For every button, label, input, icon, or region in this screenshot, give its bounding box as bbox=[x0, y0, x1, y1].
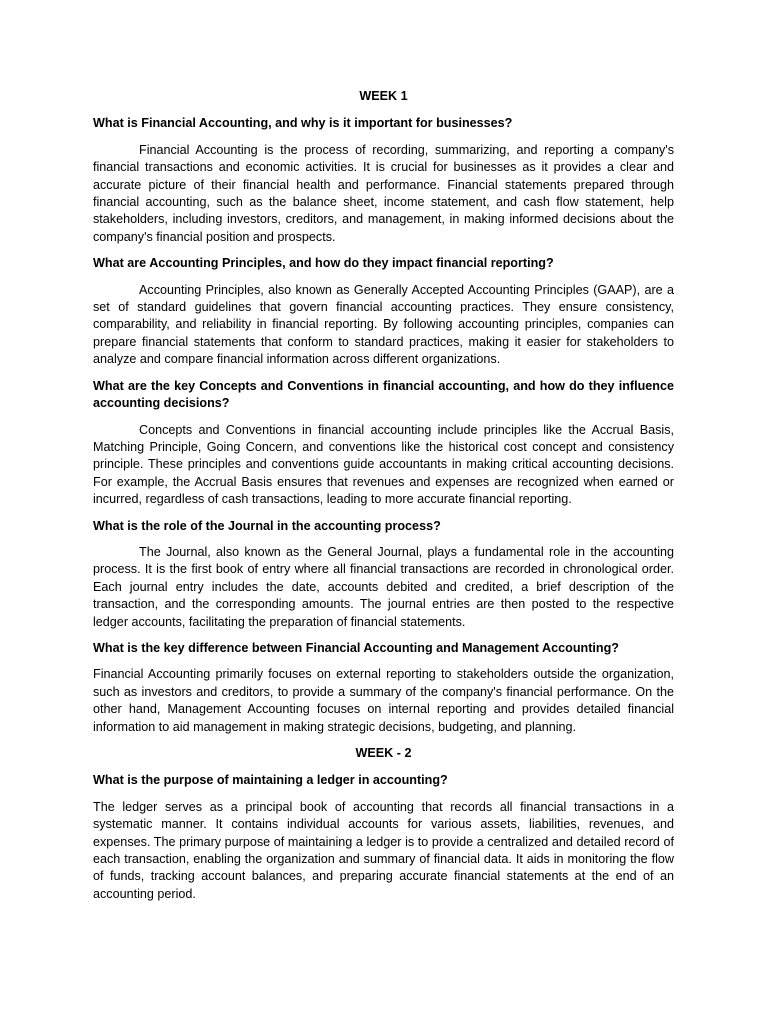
week-2-heading: WEEK - 2 bbox=[355, 746, 412, 760]
question-accounting-principles: What are Accounting Principles, and how do they impact financial reporting? bbox=[93, 256, 554, 271]
question-financial-vs-management: What is the key difference between Financial Accounting and Management Accounting? bbox=[93, 640, 619, 655]
question-financial-accounting: What is Financial Accounting, and why is it important for businesses? bbox=[93, 116, 513, 131]
document-page bbox=[93, 88, 674, 912]
question-concepts-conventions: What are the key Concepts and Conventions in financial accounting, and how do they influence accounting decisions? bbox=[93, 378, 674, 411]
answer-ledger-purpose: The ledger serves as a principal book of accounting that records all financial transactions in a systematic manner. It contains individual accounts for various assets, liabilities, revenues, and expenses. The primary purpose of maintaining a ledger is to provide a centralized and detailed record of each transaction, enabling the organization and summary of financial data. It aids in monitoring the flow of funds, tracking account balances, and preparing accurate financial statements at the end of an accounting period. bbox=[93, 799, 674, 901]
answer-financial-accounting: Financial Accounting is the process of recording, summarizing, and reporting a company's financial transactions and economic activities. It is crucial for businesses as it provides a clear and accurate picture of their financial health and performance. Financial statements prepared through financial accounting, such as the balance sheet, income statement, and cash flow statement, help stakeholders, including investors, creditors, and management, in making informed decisions about the company's financial position and prospects. bbox=[93, 142, 674, 244]
week-1-heading: WEEK 1 bbox=[359, 89, 408, 103]
answer-concepts-conventions: Concepts and Conventions in financial accounting include principles like the Accrual Basis, Matching Principle, Going Concern, and conventions like the historical cost concept and consistency principle. These principles and conventions guide accountants in making critical accounting decisions. For example, the Accrual Basis ensures that revenues and expenses are recognized when earned or incurred, regardless of cash transactions, leading to more accurate financial reporting. bbox=[93, 422, 674, 507]
answer-journal-role: The Journal, also known as the General Journal, plays a fundamental role in the accounting process. It is the first book of entry where all financial transactions are recorded in chronological order. Each journal entry includes the date, accounts debited and credited, a brief description of the transaction, and the corresponding amounts. The journal entries are then posted to the respective ledger accounts, facilitating the preparation of financial statements. bbox=[93, 544, 674, 629]
answer-accounting-principles: Accounting Principles, also known as Generally Accepted Accounting Principles (GAAP), are a set of standard guidelines that govern financial accounting practices. They ensure consistency, comparability, and reliability in financial reporting. By following accounting principles, companies can prepare financial statements that conform to standard practices, making it easier for stakeholders to analyze and compare financial information across different organizations. bbox=[93, 282, 674, 367]
answer-financial-vs-management: Financial Accounting primarily focuses on external reporting to stakeholders outside the organization, such as investors and creditors, to provide a summary of the company's financial performance. On the other hand, Management Accounting focuses on internal reporting and provides detailed financial information to aid management in making strategic decisions, budgeting, and planning. bbox=[93, 667, 674, 734]
question-ledger-purpose: What is the purpose of maintaining a ledger in accounting? bbox=[93, 773, 448, 788]
question-journal-role: What is the role of the Journal in the accounting process? bbox=[93, 518, 441, 533]
